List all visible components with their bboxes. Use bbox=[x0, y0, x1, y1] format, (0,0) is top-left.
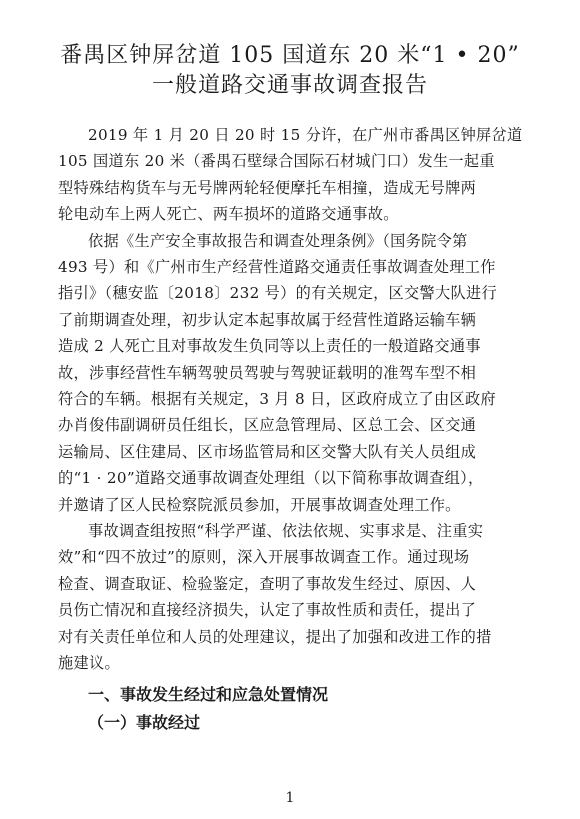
report-title-line-1: 番禺区钟屏岔道 105 国道东 20 米“1 • 20” bbox=[60, 43, 520, 68]
para2-line-9: 运输局、区住建局、区市场监管局和区交警大队有关人员组成 bbox=[58, 442, 477, 461]
report-title-line-2: 一般道路交通事故调查报告 bbox=[151, 73, 428, 98]
para3-line-2: 效”和“四不放过”的原则，深入开展事故调查工作。通过现场 bbox=[58, 548, 470, 567]
para1-line-4: 轮电动车上两人死亡、两车损坏的道路交通事故。 bbox=[58, 205, 399, 224]
para3-line-3: 检查、调查取证、检验鉴定，查明了事故发生经过、原因、人 bbox=[58, 574, 477, 593]
para2-line-8: 办肖俊伟副调研员任组长，区应急管理局、区总工会、区交通 bbox=[58, 416, 477, 435]
subsection-heading-1: （一）事故经过 bbox=[88, 713, 201, 732]
para2-line-3: 指引》（穗安监〔2018〕232 号）的有关规定，区交警大队进行 bbox=[58, 284, 497, 303]
para1-line-2: 105 国道东 20 米（番禺石壁绿合国际石材城门口）发生一起重 bbox=[58, 152, 495, 171]
para2-line-10: 的“1 · 20”道路交通事故调查处理组（以下简称事故调查组）， bbox=[58, 469, 484, 488]
page-number: 1 bbox=[285, 790, 295, 806]
para3-line-1: 事故调查组按照“科学严谨、依法依规、实事求是、注重实 bbox=[88, 522, 484, 540]
para3-line-4: 员伤亡情况和直接经济损失，认定了事故性质和责任，提出了 bbox=[58, 601, 477, 620]
para1-line-1: 2019 年 1 月 20 日 20 时 15 分许，在广州市番禺区钟屏岔道 bbox=[88, 126, 523, 144]
para2-line-11: 并邀请了区人民检察院派员参加，开展事故调查处理工作。 bbox=[58, 495, 461, 514]
para1-line-3: 型特殊结构货车与无号牌两轮轻便摩托车相撞，造成无号牌两 bbox=[58, 178, 477, 197]
para3-line-5: 对有关责任单位和人员的处理建议，提出了加强和改进工作的措 bbox=[58, 627, 492, 646]
para2-line-1: 依据《生产安全事故报告和调查处理条例》（国务院令第 bbox=[88, 231, 468, 250]
section-heading-1: 一、事故发生经过和应急处置情况 bbox=[88, 685, 329, 704]
para2-line-4: 了前期调查处理，初步认定本起事故属于经营性道路运输车辆 bbox=[58, 310, 477, 329]
para2-line-6: 故，涉事经营性车辆驾驶员驾驶与驾驶证载明的准驾车型不相 bbox=[58, 363, 477, 382]
para3-line-6: 施建议。 bbox=[58, 654, 120, 672]
para2-line-5: 造成 2 人死亡且对事故发生负同等以上责任的一般道路交通事 bbox=[58, 337, 481, 356]
para2-line-7: 符合的车辆。根据有关规定，3 月 8 日，区政府成立了由区政府 bbox=[58, 390, 496, 408]
para2-line-2: 493 号）和《广州市生产经营性道路交通责任事故调查处理工作 bbox=[58, 258, 496, 276]
